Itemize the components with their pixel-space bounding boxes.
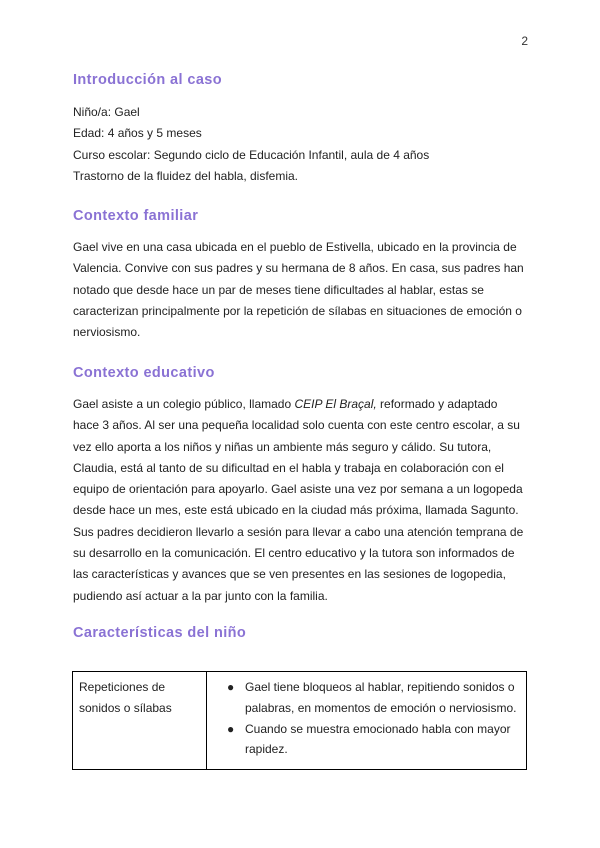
paragraph-line: las características y avances que se ven presentes en las sesiones de logopedia, — [73, 567, 506, 582]
paragraph-line: desde hace un mes, este está ubicado en la ciudad más próxima, llamada Sagunto. — [73, 503, 519, 518]
table-row — [73, 672, 527, 770]
family-heading: Contexto familiar — [73, 208, 199, 224]
info-child: Niño/a: Gael — [73, 105, 140, 119]
paragraph-line: Valencia. Convive con sus padres y su hermana de 8 años. En casa, sus padres han — [73, 261, 524, 276]
bullet-line: rapidez. — [245, 742, 288, 757]
bullet-line: Gael tiene bloqueos al hablar, repitiendo sonidos o — [245, 680, 515, 694]
paragraph-line — [73, 394, 528, 415]
info-disorder: Trastorno de la fluidez del habla, disfemia. — [73, 168, 299, 183]
list-item — [213, 677, 518, 719]
line-text: reformado y adaptado — [376, 397, 498, 411]
list-item — [213, 719, 518, 761]
family-paragraph — [73, 237, 528, 343]
paragraph-line: nerviosismo. — [73, 325, 141, 340]
bullet-line: palabras, en momentos de emoción o nerviosismo. — [245, 700, 517, 715]
info-age: Edad: 4 años y 5 meses — [73, 126, 202, 141]
paragraph-line: vez ello aporta a los niños y niñas un ambiente más seguro y cálido. Su tutora, — [73, 439, 492, 454]
page-number: 2 — [521, 34, 528, 48]
paragraph-line: Sus padres decidieron llevarlo a sesión para llevar a cabo una atención temprana de — [73, 524, 524, 539]
traits-table — [72, 671, 527, 770]
paragraph-line: hace 3 años. Al ser una pequeña localidad solo cuenta con este centro escolar, a su — [73, 418, 520, 433]
trait-label-line: Repeticiones de — [79, 680, 166, 694]
trait-label-line: sonidos o sílabas — [79, 700, 172, 715]
paragraph-line: equipo de orientación para apoyarlo. Gael asiste una vez por semana a un logopeda — [73, 482, 523, 497]
education-heading: Contexto educativo — [73, 365, 215, 381]
line-text: Gael asiste a un colegio público, llamado — [73, 397, 295, 411]
paragraph-line: caracterizan principalmente por la repetición de sílabas en situaciones de emoción o — [73, 303, 522, 318]
paragraph-line: su desarrollo en la comunicación. El centro educativo y la tutora son informados de — [73, 546, 515, 561]
trait-description-cell — [207, 672, 527, 770]
intro-heading: Introducción al caso — [73, 72, 222, 88]
paragraph-line: notado que desde hace un par de meses tiene dificultades al hablar, estas se — [73, 282, 484, 297]
trait-bullet-list — [213, 677, 518, 760]
trait-label-cell — [73, 672, 207, 770]
school-name: CEIP El Braçal, — [294, 397, 377, 411]
education-paragraph — [73, 394, 528, 607]
paragraph-line: Claudia, está al tanto de su dificultad en el habla y trabaja en colaboración con el — [73, 460, 504, 475]
case-info — [73, 102, 429, 187]
paragraph-line: pudiendo así actuar a la par junto con la familia. — [73, 588, 328, 603]
traits-heading: Características del niño — [73, 625, 247, 641]
paragraph-line: Gael vive en una casa ubicada en el pueblo de Estivella, ubicado en la provincia de — [73, 240, 517, 254]
bullet-icon: ● — [227, 680, 235, 694]
info-school-year: Curso escolar: Segundo ciclo de Educación Infantil, aula de 4 años — [73, 147, 430, 162]
bullet-line: Cuando se muestra emocionado habla con mayor — [245, 721, 511, 736]
bullet-icon: ● — [227, 721, 235, 736]
